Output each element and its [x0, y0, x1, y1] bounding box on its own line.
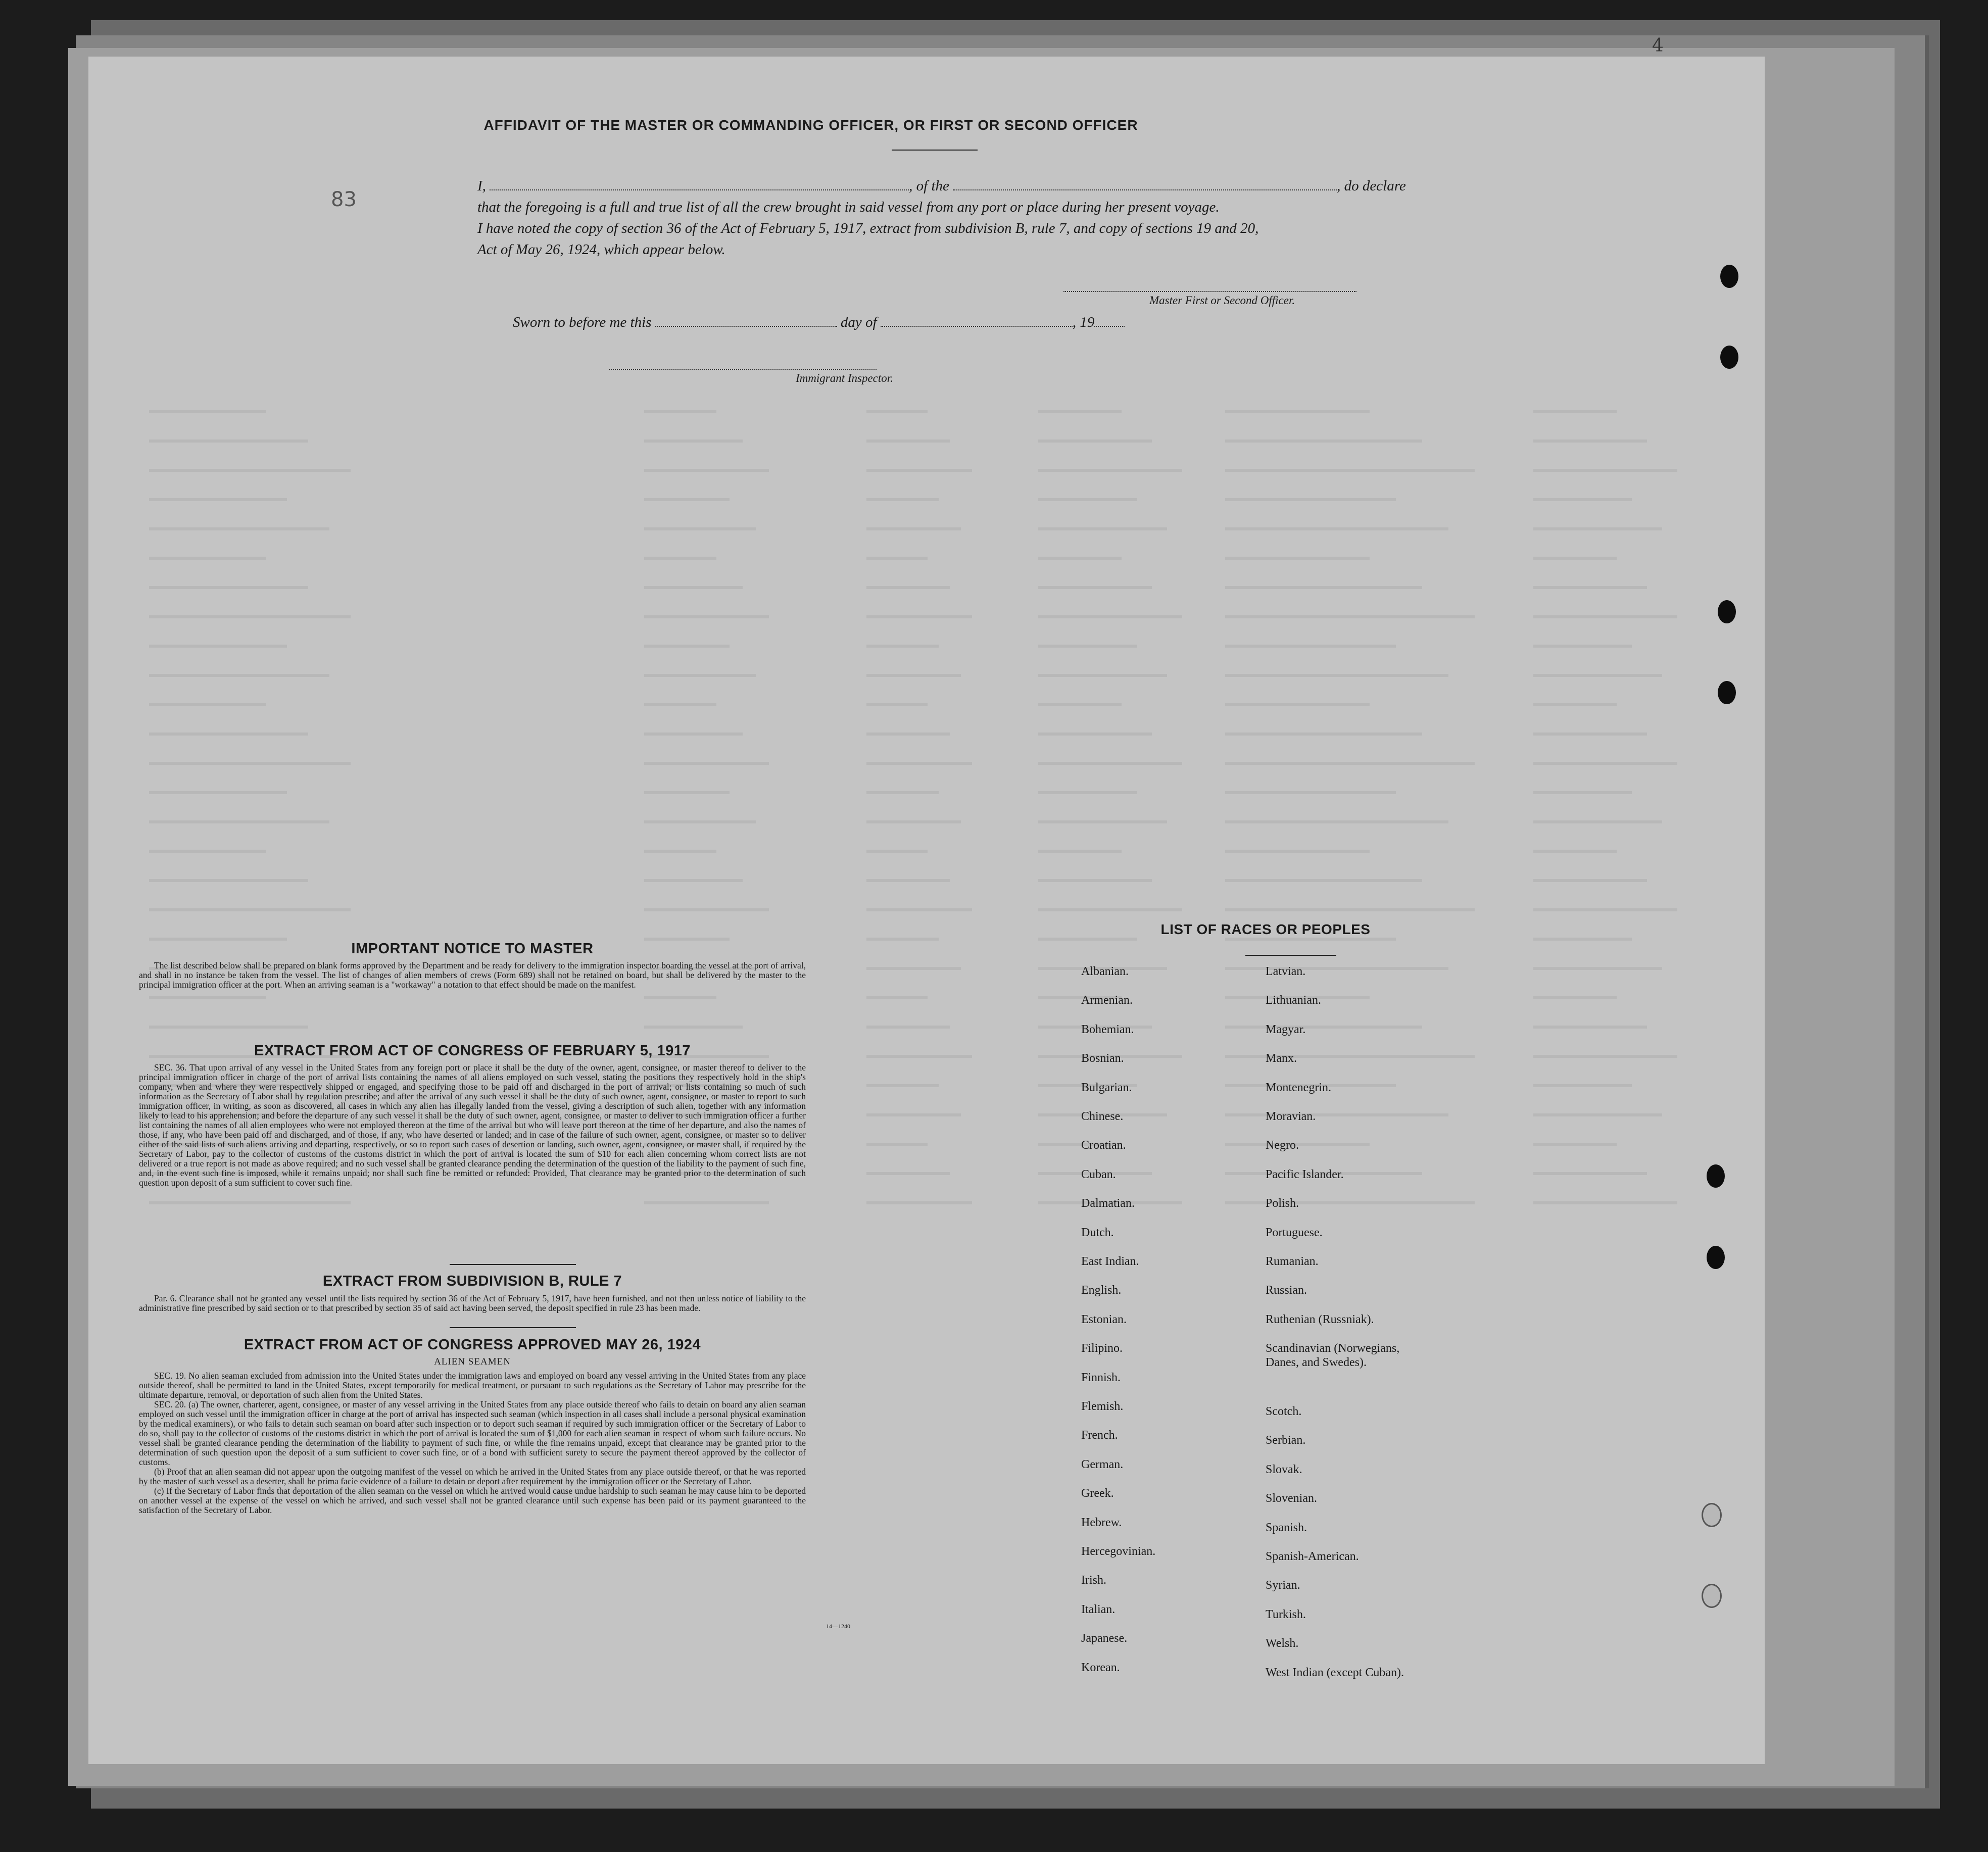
inspector-label: Immigrant Inspector. — [796, 372, 893, 384]
race-item: Montenegrin. — [1266, 1081, 1331, 1094]
race-item: Moravian. — [1266, 1110, 1316, 1123]
race-item: Hercegovinian. — [1081, 1545, 1156, 1558]
bleed-through-line — [866, 967, 961, 970]
paragraph: Par. 6. Clearance shall not be granted any vessel until the lists required by section 36 of the Act of February 5, 1917, have been furnished, and not then unless notice of liability to the administrative fine prescribed by said section or to that prescribed by section 35 of said act having been served, the deposit specified in rule 23 has been made. — [139, 1293, 806, 1313]
race-item: Negro. — [1266, 1139, 1299, 1152]
punch-hole — [1720, 265, 1738, 288]
punch-hole — [1718, 600, 1736, 623]
bleed-through-line — [1038, 586, 1152, 589]
bleed-through-line — [866, 645, 939, 648]
bleed-through-line — [866, 674, 961, 677]
bleed-through-line — [149, 733, 308, 736]
bleed-through-line — [149, 440, 308, 443]
declaration-line: that the foregoing is a full and true list of all the crew brought in said vessel from any port or place during her present voyage. — [477, 199, 1220, 215]
bleed-through-line — [1038, 410, 1122, 413]
bleed-through-line — [1225, 1055, 1475, 1058]
signature-line[interactable] — [1063, 291, 1356, 293]
race-item: Spanish-American. — [1266, 1550, 1359, 1563]
race-item: Finnish. — [1081, 1371, 1121, 1384]
bleed-through-line — [866, 440, 950, 443]
race-item: Croatian. — [1081, 1139, 1126, 1152]
bleed-through-line — [1533, 527, 1662, 530]
bleed-through-line — [1533, 879, 1647, 882]
race-item: Bosnian. — [1081, 1052, 1124, 1065]
races-title: LIST OF RACES OR PEOPLES — [1160, 921, 1371, 937]
punch-hole — [1702, 1503, 1722, 1527]
bleed-through-line — [1225, 674, 1448, 677]
bleed-through-line — [866, 1026, 950, 1029]
bleed-through-line — [866, 527, 961, 530]
declaration-line: Act of May 26, 1924, which appear below. — [477, 241, 725, 258]
notice-body — [139, 961, 806, 990]
bleed-through-line — [1038, 469, 1182, 472]
extract2-title: EXTRACT FROM SUBDIVISION B, RULE 7 — [322, 1273, 622, 1289]
bleed-through-line — [1038, 440, 1152, 443]
bleed-through-line — [1225, 410, 1370, 413]
race-item: Dalmatian. — [1081, 1197, 1135, 1210]
bleed-through-line — [1533, 1113, 1662, 1116]
bleed-through-line — [644, 645, 730, 648]
bleed-through-line — [1533, 1026, 1647, 1029]
bleed-through-line — [644, 440, 743, 443]
bleed-through-line — [644, 674, 756, 677]
bleed-through-line — [149, 850, 266, 853]
bleed-through-line — [1225, 967, 1448, 970]
inspector-signature-line[interactable] — [609, 369, 877, 371]
bleed-through-line — [1038, 615, 1182, 618]
race-item: English. — [1081, 1284, 1122, 1297]
bleed-through-line — [866, 1055, 972, 1058]
extract3-title: EXTRACT FROM ACT OF CONGRESS APPROVED MAY 26, 1924 — [244, 1337, 701, 1353]
bleed-through-line — [866, 1113, 961, 1116]
divider — [1245, 955, 1336, 956]
bleed-through-line — [1533, 498, 1632, 501]
race-item: Albanian. — [1081, 965, 1129, 978]
race-item: Magyar. — [1266, 1023, 1306, 1036]
race-item: Armenian. — [1081, 994, 1133, 1007]
bleed-through-line — [149, 762, 351, 765]
bleed-through-line — [149, 996, 266, 999]
bleed-through-line — [1225, 850, 1370, 853]
bleed-through-line — [866, 733, 950, 736]
race-item: German. — [1081, 1458, 1124, 1471]
bleed-through-line — [1038, 557, 1122, 560]
bleed-through-line — [1225, 1201, 1475, 1204]
signature-label: Master First or Second Officer. — [1149, 294, 1295, 307]
paragraph: SEC. 20. (a) The owner, charterer, agent, consignee, or master of any vessel arriving in the United States from any place outside thereof who fails to detain on board any alien seaman employed on such vessel until the immigration officer in charge at the port of arrival has inspected such seaman (which inspection in all cases shall include a personal physical examination by the medical examiners), or who fails to detain such seaman on board after such inspection or to deport such seaman if required by such immigration officer or the Secretary of Labor to do so, shall pay to the collector of customs of the customs district in which the port of arrival is located the sum of $1,000 for each alien seaman in respect of whom such failure occurs. No vessel shall be granted clearance pending the determination of the liability to payment of such fine, or while the fine remains unpaid, except that clearance may be granted prior to the determination of such question upon the deposit of a sum sufficient to cover such fine, or of a bond with sufficient surety to secure the payment thereof approved by the collector of customs. — [139, 1399, 806, 1467]
bleed-through-line — [1533, 996, 1617, 999]
extract2-body — [139, 1294, 806, 1313]
bleed-through-line — [1038, 498, 1137, 501]
bleed-through-line — [866, 1172, 950, 1175]
bleed-through-line — [1225, 703, 1370, 706]
bleed-through-line — [866, 938, 939, 941]
bleed-through-line — [866, 1201, 972, 1204]
bleed-through-line — [1533, 820, 1662, 823]
bleed-through-line — [644, 557, 716, 560]
race-item: Slovak. — [1266, 1463, 1302, 1476]
race-item: Polish. — [1266, 1197, 1299, 1210]
bleed-through-line — [1533, 1084, 1632, 1087]
bleed-through-line — [149, 674, 329, 677]
text: day of — [840, 314, 877, 330]
text: , 19 — [1072, 314, 1095, 330]
sworn-line — [513, 312, 1271, 333]
bleed-through-line — [866, 469, 972, 472]
race-item: Turkish. — [1266, 1608, 1306, 1621]
bleed-through-line — [866, 1143, 928, 1146]
race-item: Pacific Islander. — [1266, 1168, 1344, 1181]
bleed-through-line — [1225, 498, 1396, 501]
bleed-through-line — [1533, 791, 1632, 794]
race-item: Flemish. — [1081, 1400, 1124, 1413]
punch-hole — [1707, 1246, 1725, 1269]
bleed-through-line — [866, 1084, 939, 1087]
bleed-through-line — [1533, 615, 1677, 618]
day-blank[interactable] — [655, 314, 837, 327]
bleed-through-line — [149, 586, 308, 589]
bleed-through-line — [1225, 527, 1448, 530]
bleed-through-line — [1225, 762, 1475, 765]
bleed-through-line — [644, 469, 769, 472]
text: , of the — [909, 178, 949, 194]
bleed-through-line — [644, 791, 730, 794]
bleed-through-line — [1225, 791, 1396, 794]
bleed-through-line — [1533, 1172, 1647, 1175]
bleed-through-line — [644, 820, 756, 823]
race-item: Ruthenian (Russniak). — [1266, 1313, 1374, 1326]
bleed-through-line — [1225, 615, 1475, 618]
bleed-through-line — [1533, 469, 1677, 472]
bleed-through-line — [866, 908, 972, 911]
bleed-through-line — [149, 557, 266, 560]
bleed-through-line — [1533, 1201, 1677, 1204]
race-item: Serbian. — [1266, 1434, 1306, 1447]
extract3-body — [139, 1371, 806, 1515]
race-item: Hebrew. — [1081, 1516, 1122, 1529]
bleed-through-line — [1225, 469, 1475, 472]
bleed-through-line — [149, 527, 329, 530]
bleed-through-line — [1038, 850, 1122, 853]
bleed-through-line — [1533, 703, 1617, 706]
bleed-through-line — [866, 498, 939, 501]
bleed-through-line — [1225, 879, 1422, 882]
bleed-through-line — [1038, 908, 1182, 911]
bleed-through-line — [644, 762, 769, 765]
bleed-through-line — [866, 820, 961, 823]
bleed-through-line — [149, 820, 329, 823]
bleed-through-line — [1225, 1026, 1422, 1029]
bleed-through-line — [866, 703, 928, 706]
bleed-through-line — [866, 791, 939, 794]
bleed-through-line — [149, 879, 308, 882]
bleed-through-line — [866, 410, 928, 413]
text: Sworn to before me this — [513, 314, 652, 330]
paragraph: (c) If the Secretary of Labor finds that deportation of the alien seaman on the vessel on which he arrived would cause undue hardship to such seaman he may cause him to be deported on another vessel at the expense of the vessel on which he arrived, and such vessel shall not be granted clearance until such expense has been paid or its payment guaranteed to the satisfaction of the Secretary of Labor. — [139, 1486, 806, 1515]
bleed-through-line — [1225, 820, 1448, 823]
month-blank[interactable] — [881, 314, 1073, 327]
bleed-through-line — [1533, 850, 1617, 853]
bleed-through-line — [149, 615, 351, 618]
bleed-through-line — [644, 410, 716, 413]
race-item: Italian. — [1081, 1603, 1116, 1616]
race-item: Chinese. — [1081, 1110, 1124, 1123]
bleed-through-line — [1225, 733, 1422, 736]
race-item: Estonian. — [1081, 1313, 1127, 1326]
extract1-body — [139, 1063, 806, 1188]
race-item: Slovenian. — [1266, 1492, 1317, 1505]
bleed-through-line — [866, 586, 950, 589]
punch-hole — [1718, 681, 1736, 704]
race-item: Latvian. — [1266, 965, 1306, 978]
race-item: Scandinavian (Norwegians, — [1266, 1342, 1400, 1355]
bleed-through-line — [1533, 586, 1647, 589]
race-item: Irish. — [1081, 1574, 1106, 1587]
bleed-through-line — [644, 527, 756, 530]
race-item: French. — [1081, 1429, 1118, 1442]
extract3-subtitle: ALIEN SEAMEN — [434, 1356, 511, 1367]
bleed-through-line — [1038, 733, 1152, 736]
bleed-through-line — [1038, 645, 1137, 648]
bleed-through-line — [1225, 586, 1422, 589]
bleed-through-line — [1225, 1113, 1448, 1116]
bleed-through-line — [866, 850, 928, 853]
bleed-through-line — [644, 1026, 743, 1029]
bleed-through-line — [1225, 645, 1396, 648]
bleed-through-line — [1038, 703, 1122, 706]
bleed-through-line — [1533, 1143, 1617, 1146]
bleed-through-line — [1533, 557, 1617, 560]
race-item: Filipino. — [1081, 1342, 1123, 1355]
bleed-through-line — [1038, 791, 1137, 794]
bleed-through-line — [644, 703, 716, 706]
race-item: West Indian (except Cuban). — [1266, 1666, 1404, 1679]
bleed-through-line — [866, 762, 972, 765]
race-item: Rumanian. — [1266, 1255, 1319, 1268]
paragraph: (b) Proof that an alien seaman did not appear upon the outgoing manifest of the vessel on which he arrived in the United States from any place outside thereof, or that he was reported by the master of such vessel as a deserter, shall be prima facie evidence of a failure to detain or deport after requirement by the immigration officer or the Secretary of Labor. — [139, 1467, 806, 1486]
bleed-through-line — [1533, 440, 1647, 443]
bleed-through-line — [149, 1201, 351, 1204]
bleed-through-line — [149, 703, 266, 706]
race-item: Portuguese. — [1266, 1226, 1323, 1239]
bleed-through-line — [866, 879, 950, 882]
bleed-through-line — [644, 879, 743, 882]
punch-hole — [1720, 346, 1738, 369]
race-item: Spanish. — [1266, 1521, 1307, 1534]
punch-hole — [1707, 1164, 1725, 1188]
race-item: Manx. — [1266, 1052, 1297, 1065]
race-item: Bulgarian. — [1081, 1081, 1132, 1094]
race-item: Lithuanian. — [1266, 994, 1321, 1007]
affidavit-declaration — [477, 175, 1513, 260]
bleed-through-line — [1225, 908, 1475, 911]
bleed-through-line — [644, 850, 716, 853]
race-item: Cuban. — [1081, 1168, 1116, 1181]
bleed-through-line — [1533, 674, 1662, 677]
race-item: Scotch. — [1266, 1405, 1302, 1418]
race-item: Japanese. — [1081, 1632, 1128, 1645]
punch-hole — [1702, 1584, 1722, 1608]
divider — [450, 1264, 576, 1265]
divider — [450, 1327, 576, 1328]
race-item: Danes, and Swedes). — [1266, 1356, 1367, 1369]
manifest-back-page — [88, 57, 1765, 1764]
race-item: Syrian. — [1266, 1579, 1300, 1592]
race-item: Greek. — [1081, 1487, 1114, 1500]
bleed-through-line — [1225, 938, 1396, 941]
paragraph: SEC. 19. No alien seaman excluded from admission into the United States under the immigration laws and employed on board any vessel arriving in the United States from any place outside thereof, shall be permitted to land in the United States, except temporarily for medical treatment, or pursuant to such regulations as the Secretary of Labor may prescribe for the ultimate departure, removal, or deportation of such alien from the United States. — [139, 1371, 806, 1400]
bleed-through-line — [866, 557, 928, 560]
bleed-through-line — [644, 1201, 769, 1204]
bleed-through-line — [149, 791, 287, 794]
divider — [892, 150, 978, 151]
bleed-through-line — [644, 615, 769, 618]
paragraph: SEC. 36. That upon arrival of any vessel in the United States from any foreign port or place it shall be the duty of the owner, agent, consignee, or master thereof to deliver to the principal immigration officer in charge of the port of arrival lists containing the names of all aliens employed on such vessel, stating the positions they respectively hold in the ship's company, when and where they were respectively shipped or engaged, and specifying those to be paid off and discharged in the port of arrival; or lists containing so much of such information as the Secretary of Labor shall by regulation prescribe; and after the arrival of any such vessel it shall be the duty of such owner, agent, consignee, or master to report to such immigration officer, in writing, as soon as discovered, all cases in which any alien has illegally landed from the vessel, giving a description of such alien, together with any information likely to lead to his apprehension; and before the departure of any such vessel it shall be the duty of such owner, agent, consignee, or master to deliver to such immigration officer a further list containing the names of all alien employees who were not employed thereon at the time of the arrival but who will leave port thereon at the time of her departure, and also the names of those, if any, who have been paid off and discharged, and of those, if any, who have deserted or landed; and in case of the failure of such owner, agent, consignee, or master so to deliver either of the said lists of such aliens arriving and departing, respectively, or so to report such cases of desertion or landing, such owner, agent, consignee, or master shall, if required by the Secretary of Labor, pay to the collector of customs of the customs district in which the port of arrival is located the sum of $10 for each alien concerning whom correct lists are not delivered or a true report is not made as above required; and no such vessel shall be granted clearance pending the determination of the question of the liability to the payment of such fine, and, in the event such fine is imposed, while it remains unpaid; nor shall such fine be remitted or refunded: Provided, That clearance may be granted prior to the determination of such question upon deposit of a sum sufficient to cover such fine. — [139, 1062, 806, 1188]
race-item: Russian. — [1266, 1284, 1307, 1297]
bleed-through-line — [149, 498, 287, 501]
form-number: 14—1240 — [826, 1623, 850, 1630]
bleed-through-line — [1533, 938, 1632, 941]
bleed-through-line — [149, 410, 266, 413]
affidavit-title: AFFIDAVIT OF THE MASTER OR COMMANDING OFFICER, OR FIRST OR SECOND OFFICER — [483, 117, 1138, 133]
bleed-through-line — [644, 908, 769, 911]
bleed-through-line — [1533, 908, 1677, 911]
bleed-through-line — [149, 1026, 308, 1029]
bleed-through-line — [1533, 1055, 1677, 1058]
text: , do declare — [1337, 178, 1406, 194]
race-item: Korean. — [1081, 1661, 1120, 1674]
bleed-through-line — [1038, 674, 1167, 677]
bleed-through-line — [1533, 967, 1662, 970]
name-blank[interactable] — [490, 177, 909, 190]
vessel-blank[interactable] — [953, 177, 1337, 190]
bleed-through-line — [644, 996, 716, 999]
bleed-through-line — [1038, 762, 1182, 765]
notice-title: IMPORTANT NOTICE TO MASTER — [351, 941, 594, 957]
race-item: East Indian. — [1081, 1255, 1139, 1268]
bleed-through-line — [1038, 938, 1137, 941]
bleed-through-line — [1533, 410, 1617, 413]
bleed-through-line — [644, 586, 743, 589]
bleed-through-line — [1533, 645, 1632, 648]
bleed-through-line — [149, 908, 351, 911]
bleed-through-line — [644, 498, 730, 501]
race-item: Dutch. — [1081, 1226, 1114, 1239]
bleed-through-line — [644, 733, 743, 736]
paragraph: The list described below shall be prepared on blank forms approved by the Department and be ready for delivery to the immigration inspector boarding the vessel at the port of arrival, and shall in no instance be taken from the vessel. The list of changes of alien members of crews (Form 689) shall not be retained on board, but shall be delivered by the master to the principal immigration officer at the port. When an arriving seaman is a "workaway" a notation to that effect should be made on the manifest. — [139, 960, 806, 990]
extract1-title: EXTRACT FROM ACT OF CONGRESS OF FEBRUARY 5, 1917 — [254, 1043, 691, 1059]
bleed-through-line — [866, 996, 928, 999]
bleed-through-line — [1533, 762, 1677, 765]
bleed-through-line — [1225, 440, 1422, 443]
bleed-through-line — [1533, 733, 1647, 736]
page-number: 4 — [1652, 35, 1664, 56]
bleed-through-line — [866, 615, 972, 618]
year-blank[interactable] — [1094, 314, 1125, 327]
declaration-line: I have noted the copy of section 36 of the Act of February 5, 1917, extract from subdivision B, rule 7, and copy of sections 19 and 20, — [477, 220, 1259, 236]
bleed-through-line — [149, 469, 351, 472]
bleed-through-line — [1038, 527, 1167, 530]
race-item: Welsh. — [1266, 1637, 1299, 1650]
bleed-through-line — [1225, 557, 1370, 560]
bleed-through-line — [1038, 820, 1167, 823]
text: I, — [477, 178, 486, 194]
race-item: Bohemian. — [1081, 1023, 1134, 1036]
bleed-through-line — [1038, 879, 1152, 882]
bleed-through-line — [149, 645, 287, 648]
stamp-number: 83 — [331, 188, 357, 211]
